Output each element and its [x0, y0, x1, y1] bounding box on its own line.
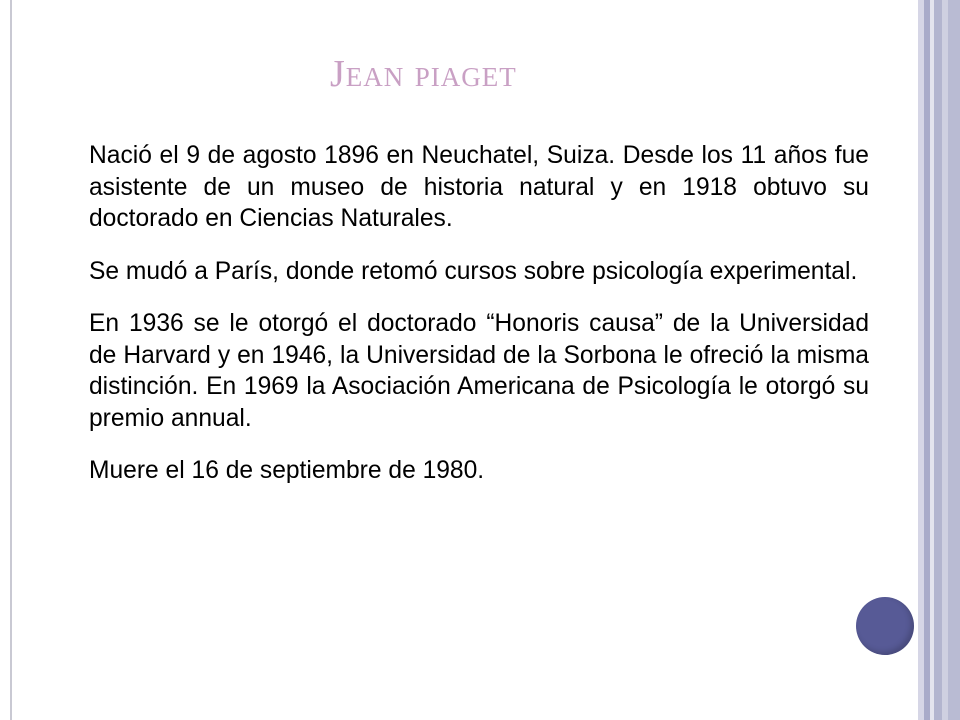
paragraph-death: Muere el 16 de septiembre de 1980. [89, 457, 485, 484]
circle-button-icon[interactable] [856, 597, 914, 655]
slide-body [89, 140, 869, 487]
decorative-stripe [934, 0, 942, 720]
slide-frame-left [10, 0, 12, 720]
slide-title: Jean piaget [330, 53, 517, 95]
paragraph-honors: En 1936 se le otorgó el doctorado “Honoris causa” de la Universidad de Harvard y en 1946, la Universidad de la Sorbona le ofreció la misma distinción. En 1969 la Asociación Americana de Psicología le otorgó su premio annual. [89, 310, 869, 432]
paragraph-paris: Se mudó a París, donde retomó cursos sobre psicología experimental. [89, 257, 858, 285]
paragraph-birth: Nació el 9 de agosto 1896 en Neuchatel, Suiza. Desde los 11 años fue asistente de un museo de historia natural y en 1918 obtuvo su doctorado en Ciencias Naturales. [89, 142, 869, 232]
decorative-stripe [948, 0, 960, 720]
